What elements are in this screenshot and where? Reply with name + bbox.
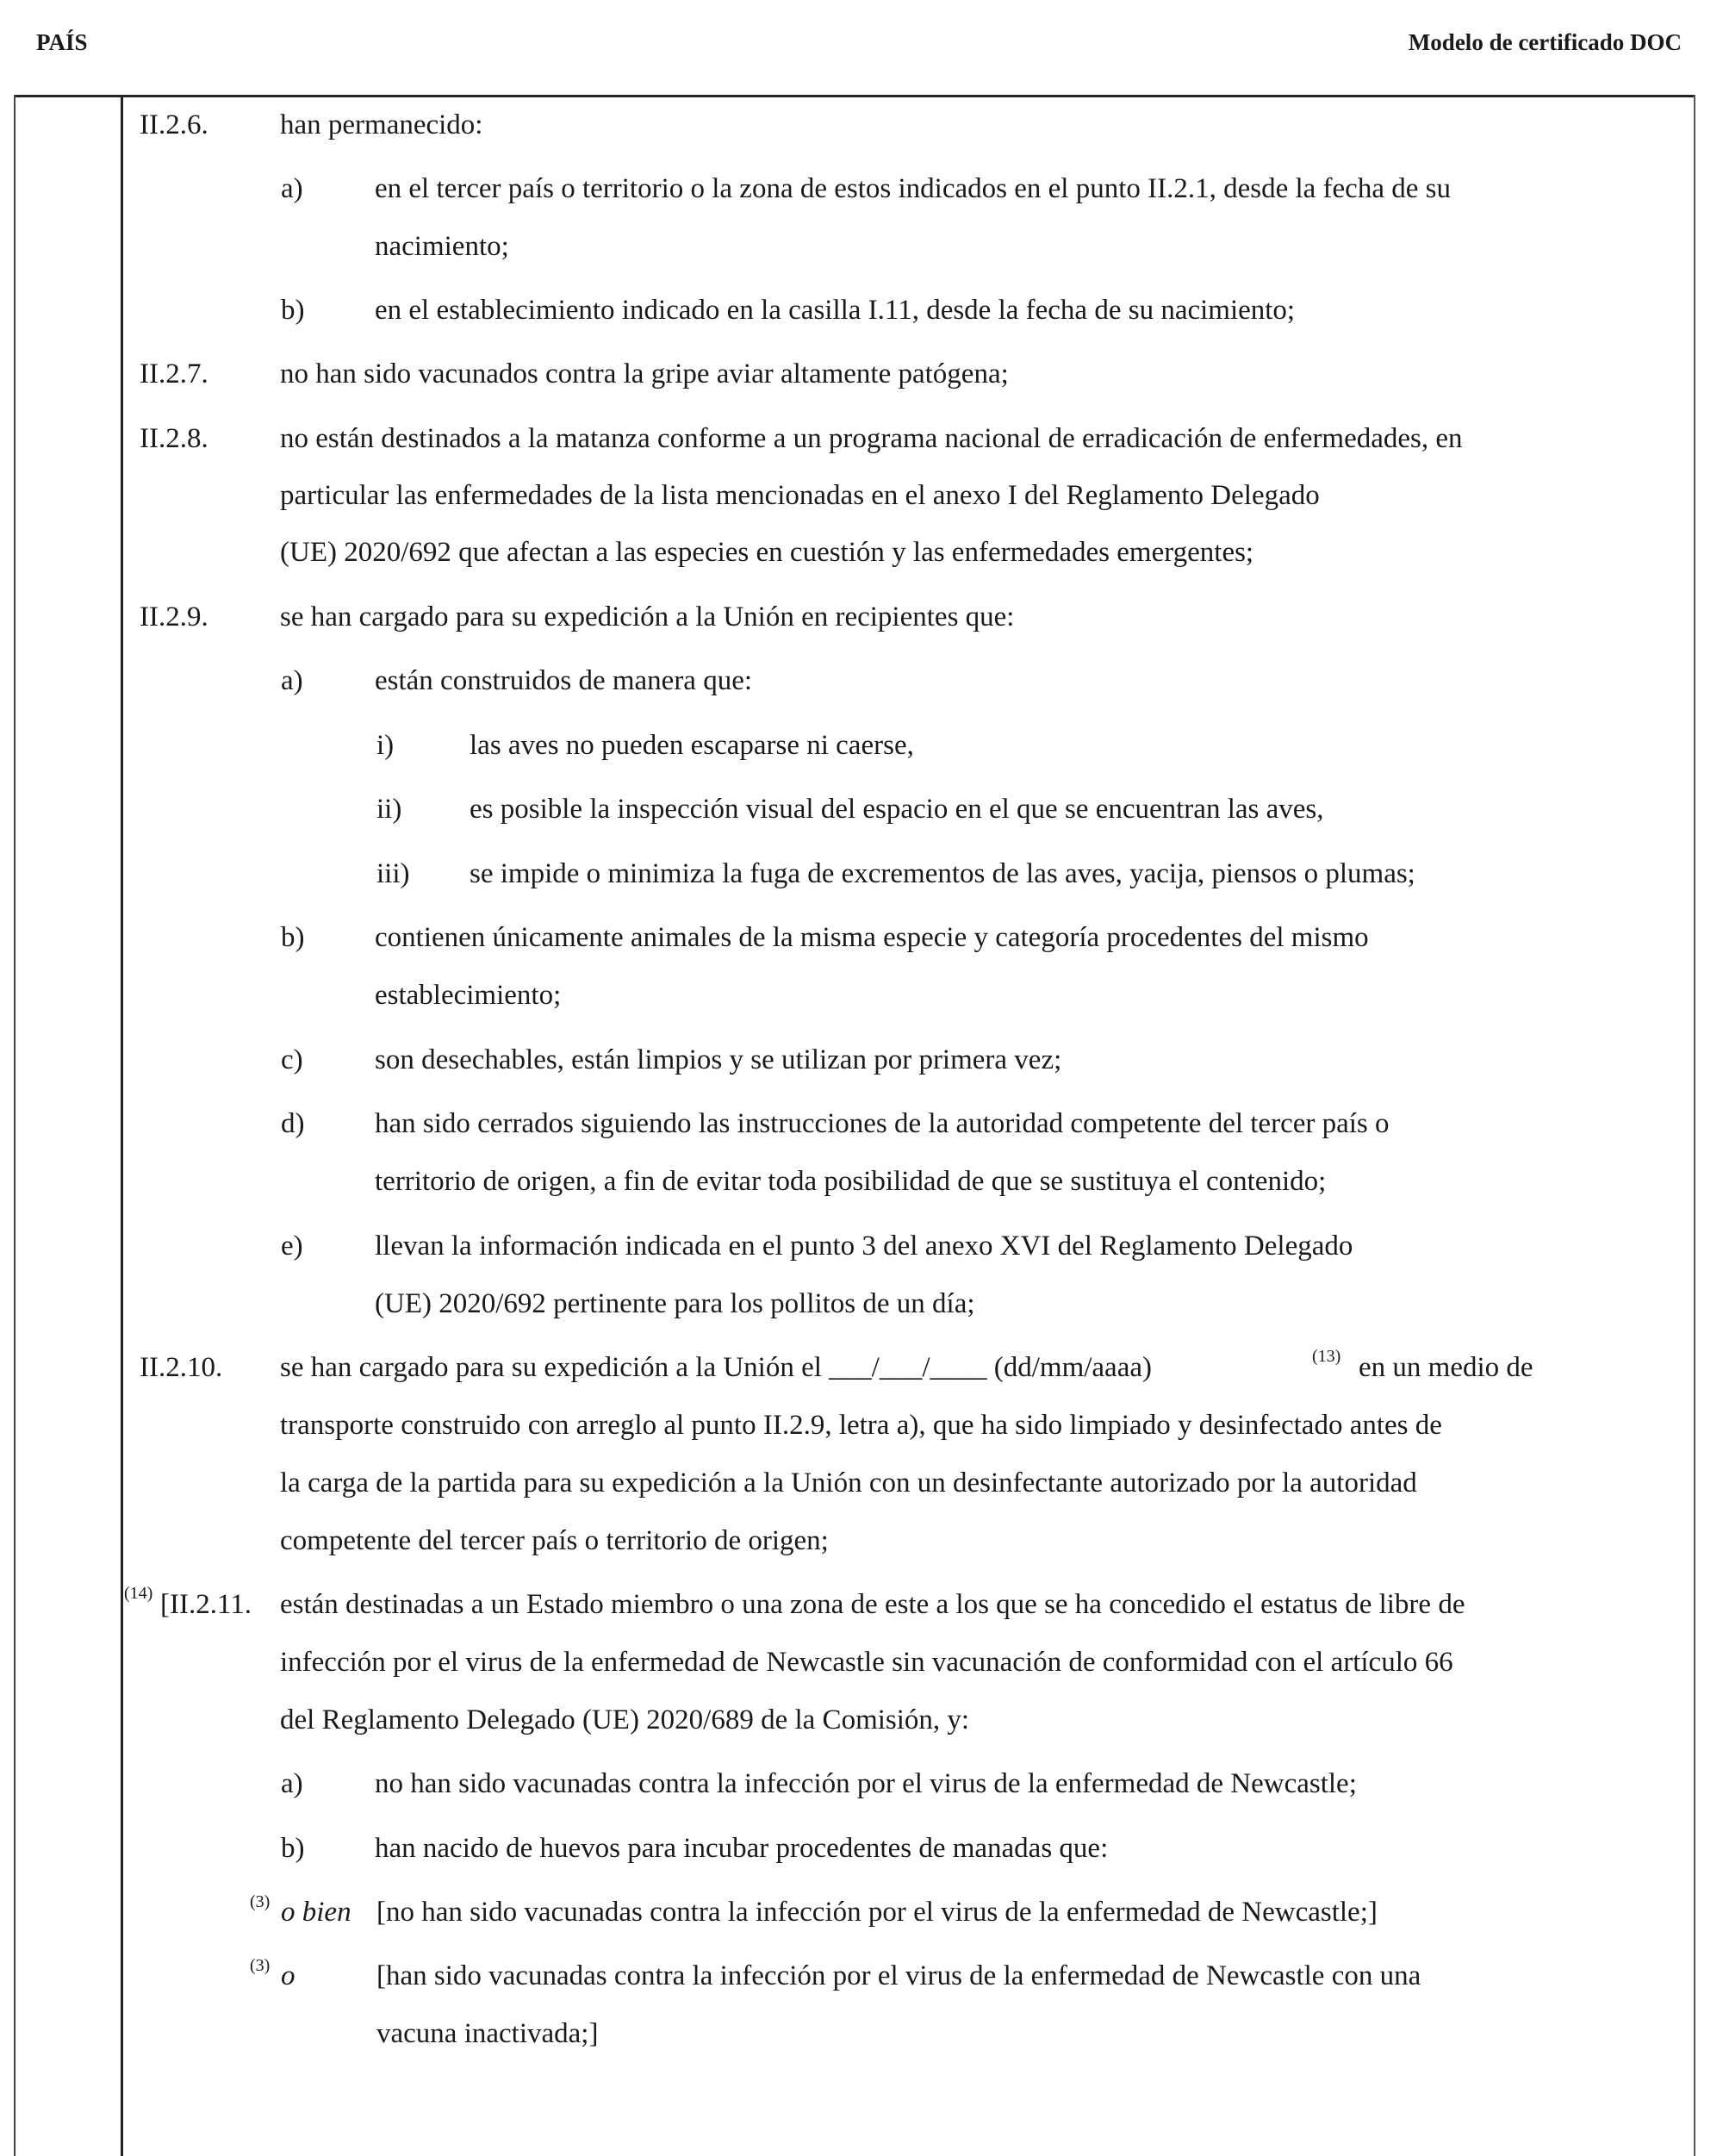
- item-text: son desechables, están limpios y se utilizan por primera vez;: [375, 1044, 1062, 1075]
- subitem-label: iii): [376, 858, 410, 889]
- footnote-ref: (14): [124, 1584, 153, 1603]
- item-label: b): [281, 295, 305, 326]
- table-left-border: [14, 95, 16, 2156]
- item-text: están construidos de manera que:: [375, 665, 753, 696]
- item-text: en el tercer país o territorio o la zona de estos indicados en el punto II.2.1, desde la fecha de su: [375, 173, 1451, 204]
- table-inner-border: [121, 95, 123, 2156]
- item-text: establecimiento;: [375, 980, 562, 1011]
- section-text: infección por el virus de la enfermedad de Newcastle sin vacunación de conformidad con el artículo 66: [280, 1647, 1453, 1678]
- subitem-text: es posible la inspección visual del espacio en el que se encuentran las aves,: [470, 794, 1324, 825]
- item-label: d): [281, 1108, 305, 1139]
- section-text: se han cargado para su expedición a la Unión el ___/___/____ (dd/mm/aaaa): [280, 1352, 1152, 1383]
- section-text: particular las enfermedades de la lista mencionadas en el anexo I del Reglamento Delegado: [280, 480, 1320, 511]
- subitem-label: i): [376, 730, 395, 761]
- item-text: contienen únicamente animales de la misma especie y categoría procedentes del mismo: [375, 922, 1369, 953]
- table-right-border: [1694, 95, 1695, 2156]
- option-word: o: [281, 1960, 295, 1991]
- certificate-model-header: Modelo de certificado DOC: [1408, 29, 1682, 55]
- footnote-ref: (13): [1312, 1347, 1341, 1366]
- section-text: (UE) 2020/692 que afectan a las especies en cuestión y las enfermedades emergentes;: [280, 537, 1254, 568]
- section-text: se han cargado para su expedición a la Unión en recipientes que:: [280, 601, 1015, 632]
- section-number: II.2.10.: [140, 1352, 223, 1383]
- section-text: en un medio de: [1359, 1352, 1533, 1383]
- item-text: territorio de origen, a fin de evitar toda posibilidad de que se sustituya el contenido;: [375, 1166, 1327, 1197]
- section-number: II.2.6.: [140, 109, 208, 140]
- section-text: competente del tercer país o territorio de origen;: [280, 1525, 829, 1556]
- subitem-text: las aves no pueden escaparse ni caerse,: [470, 730, 914, 761]
- country-header: PAÍS: [36, 29, 88, 55]
- section-number: II.2.7.: [140, 358, 208, 389]
- subitem-label: ii): [376, 794, 402, 825]
- item-text: han nacido de huevos para incubar procedentes de manadas que:: [375, 1833, 1109, 1864]
- item-label: e): [281, 1231, 303, 1262]
- section-text: del Reglamento Delegado (UE) 2020/689 de la Comisión, y:: [280, 1704, 970, 1735]
- section-number: II.2.8.: [140, 423, 208, 454]
- subitem-text: se impide o minimiza la fuga de excrementos de las aves, yacija, piensos o plumas;: [470, 858, 1415, 889]
- footnote-ref: (3): [250, 1956, 271, 1975]
- section-number: [II.2.11.: [160, 1589, 252, 1620]
- item-text: nacimiento;: [375, 231, 509, 262]
- item-label: a): [281, 1768, 303, 1799]
- item-label: a): [281, 173, 303, 204]
- item-label: a): [281, 665, 303, 696]
- option-word: o bien: [281, 1897, 351, 1928]
- option-text: vacuna inactivada;]: [376, 2018, 599, 2049]
- footnote-ref: (3): [250, 1892, 271, 1911]
- option-text: [no han sido vacunadas contra la infección por el virus de la enfermedad de Newcastle;]: [376, 1897, 1378, 1928]
- item-text: (UE) 2020/692 pertinente para los pollitos de un día;: [375, 1288, 975, 1319]
- section-text: no han sido vacunados contra la gripe aviar altamente patógena;: [280, 358, 1009, 389]
- section-text: están destinadas a un Estado miembro o una zona de este a los que se ha concedido el estatus de libre de: [280, 1589, 1465, 1620]
- section-text: la carga de la partida para su expedición a la Unión con un desinfectante autorizado por la autoridad: [280, 1467, 1417, 1499]
- section-number: II.2.9.: [140, 601, 208, 632]
- item-text: en el establecimiento indicado en la casilla I.11, desde la fecha de su nacimiento;: [375, 295, 1296, 326]
- section-text: no están destinados a la matanza conforme a un programa nacional de erradicación de enfermedades, en: [280, 423, 1463, 454]
- section-text: transporte construido con arreglo al punto II.2.9, letra a), que ha sido limpiado y desinfectado antes de: [280, 1410, 1442, 1441]
- item-text: han sido cerrados siguiendo las instrucciones de la autoridad competente del tercer país o: [375, 1108, 1390, 1139]
- item-label: c): [281, 1044, 303, 1075]
- section-text: han permanecido:: [280, 109, 483, 140]
- item-label: b): [281, 1833, 305, 1864]
- item-text: llevan la información indicada en el punto 3 del anexo XVI del Reglamento Delegado: [375, 1231, 1353, 1262]
- item-text: no han sido vacunadas contra la infección por el virus de la enfermedad de Newcastle;: [375, 1768, 1357, 1799]
- item-label: b): [281, 922, 305, 953]
- table-top-border: [14, 95, 1695, 97]
- option-text: [han sido vacunadas contra la infección por el virus de la enfermedad de Newcastle con una: [376, 1960, 1421, 1991]
